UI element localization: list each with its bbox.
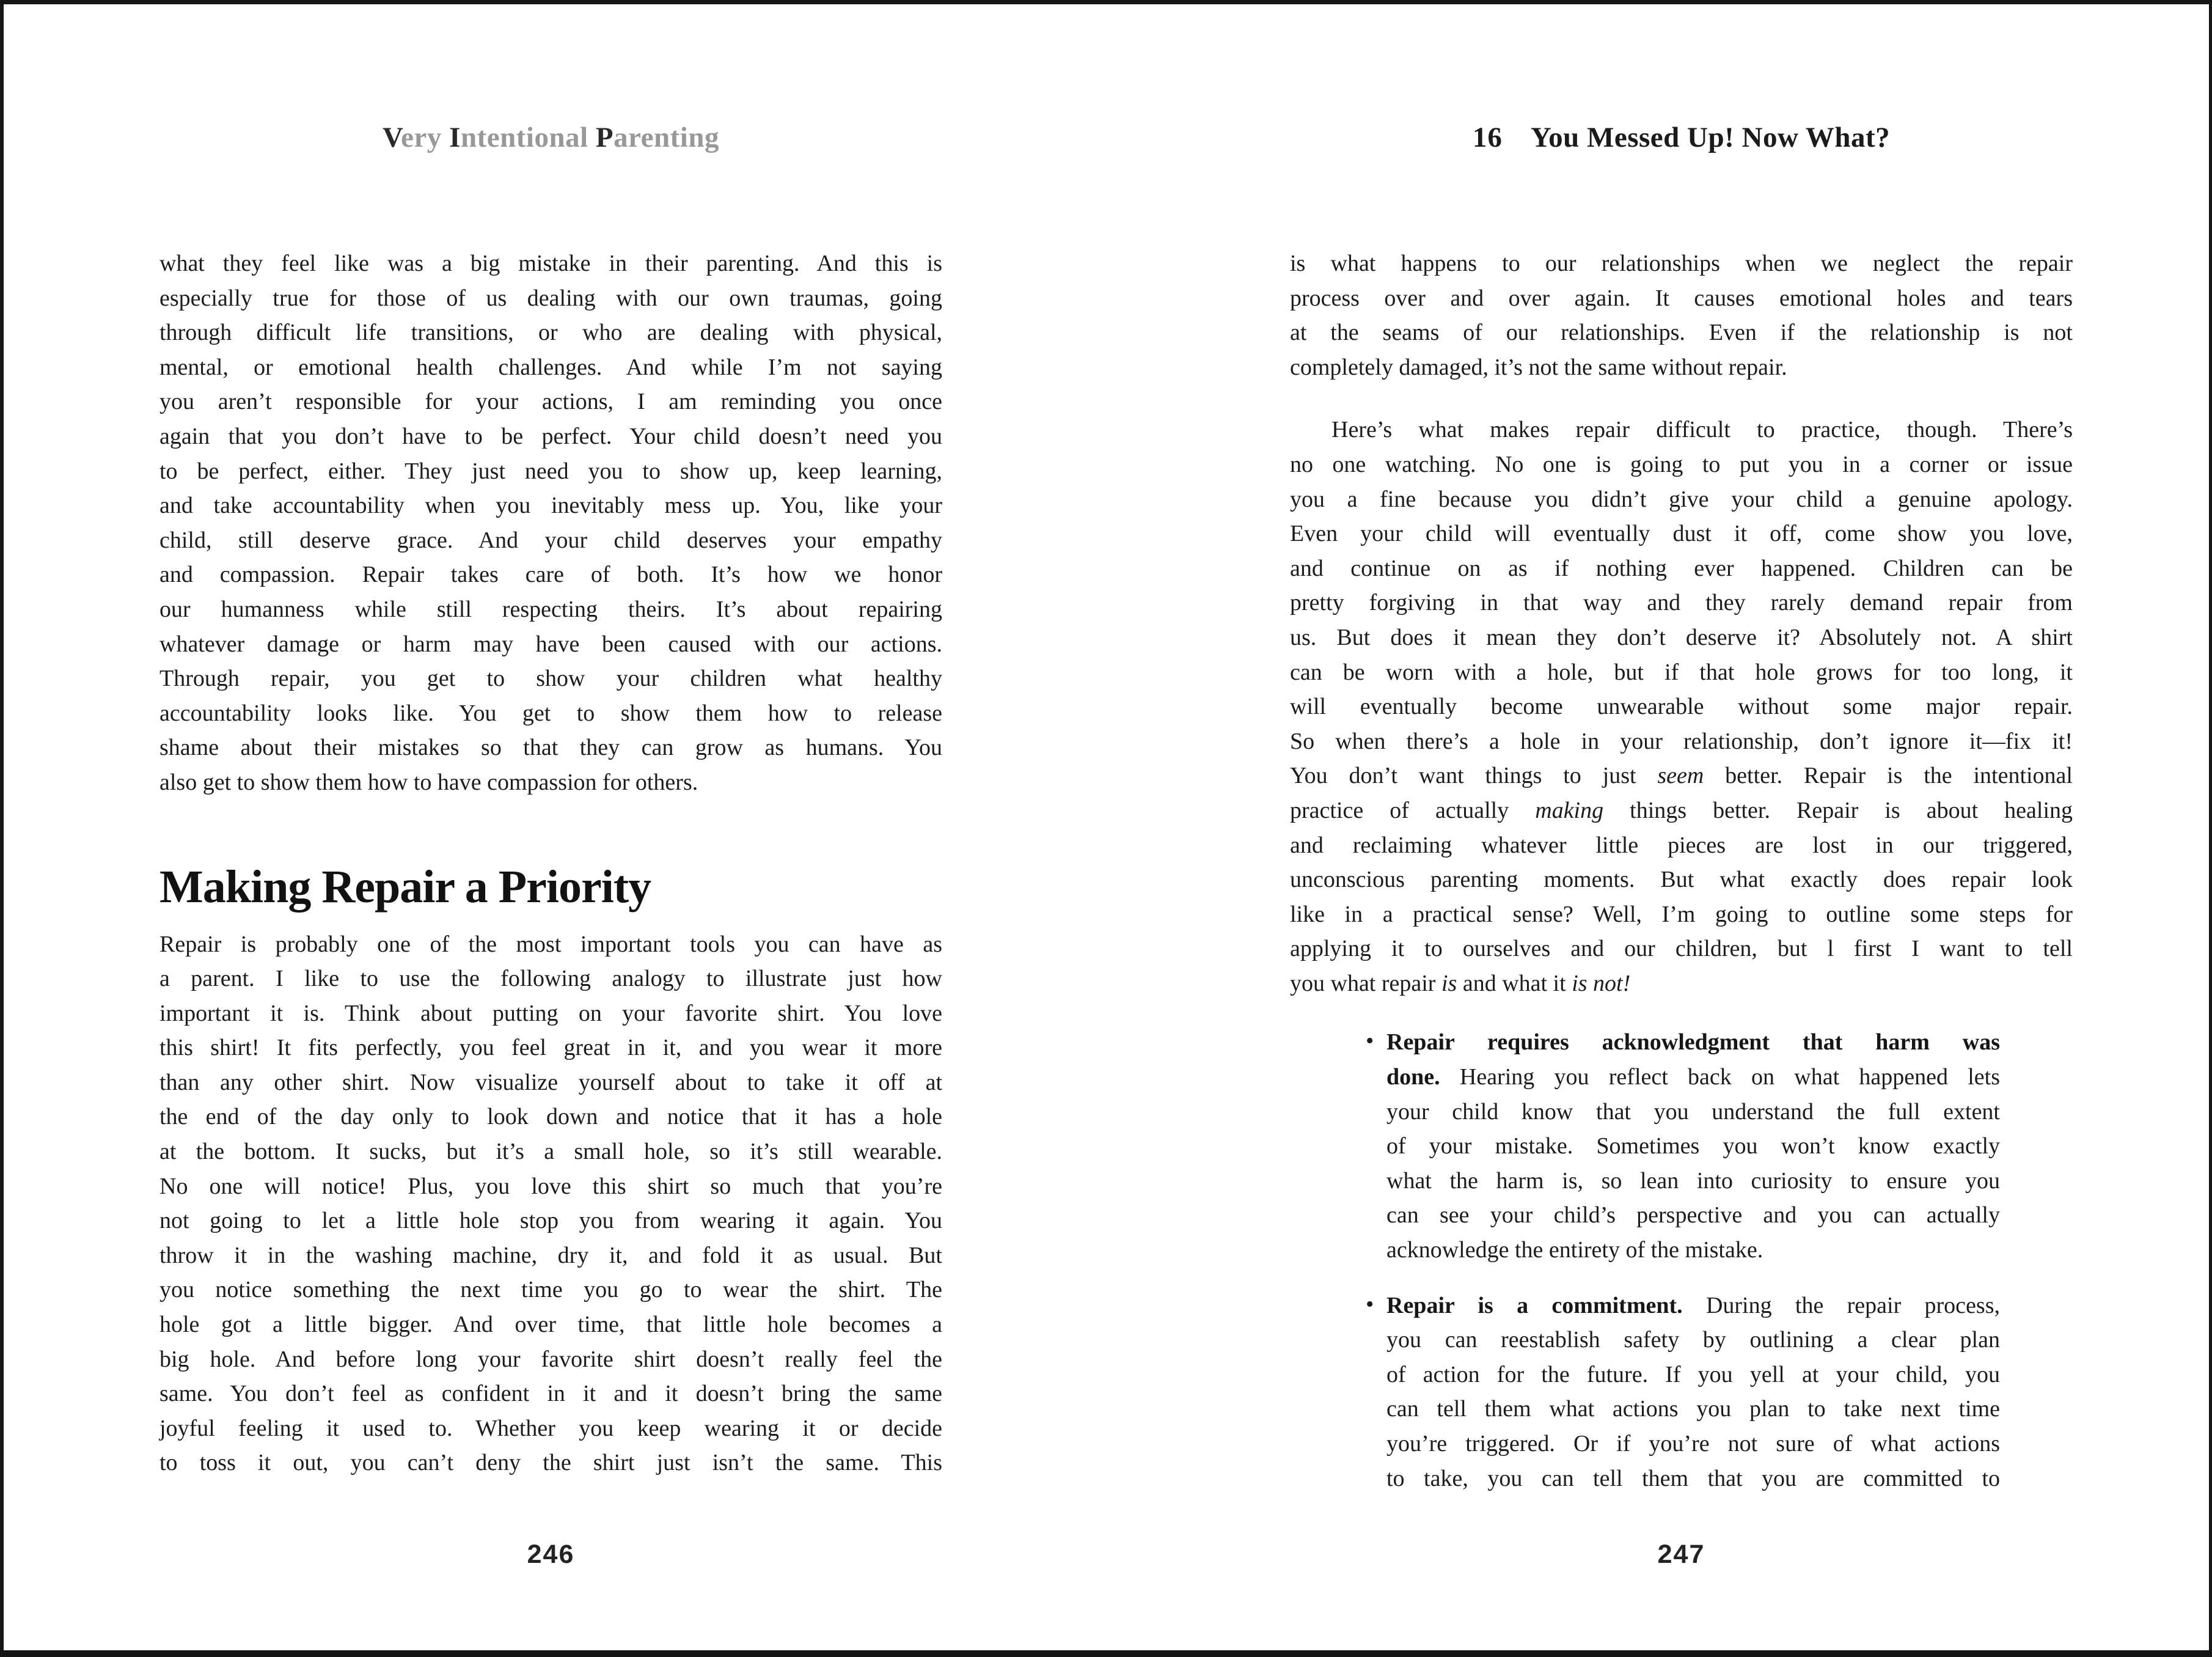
bullet-list [1290, 1025, 2073, 1496]
text-line: will eventually become unwearable without some major repair. [1290, 694, 2073, 720]
text-line: to toss it out, you can’t deny the shirt just isn’t the same. This [159, 1450, 942, 1476]
running-head-chapter-title: 16 You Messed Up! Now What? [1472, 122, 1891, 153]
text-line: acknowledge the entirety of the mistake. [1386, 1237, 1763, 1263]
text-line: whatever damage or harm may have been caused with our actions. [159, 631, 942, 657]
text-line: accountability looks like. You get to show them how to release [159, 700, 942, 726]
text-line: unconscious parenting moments. But what exactly does repair look [1290, 867, 2073, 893]
text-line: You don’t want things to just seem better. Repair is the intentional [1290, 763, 2073, 789]
text-line: a parent. I like to use the following analogy to illustrate just how [159, 966, 942, 992]
paragraph-shirt-analogy [159, 927, 942, 1481]
text-line: at the seams of our relationships. Even if the relationship is not [1290, 320, 2073, 346]
text-line: again that you don’t have to be perfect. Your child doesn’t need you [159, 423, 942, 449]
bullet-text [1386, 1288, 2000, 1496]
text-line: Through repair, you get to show your children what healthy [159, 666, 942, 692]
text-line: especially true for those of us dealing with our own traumas, going [159, 285, 942, 311]
text-line: Here’s what makes repair difficult to practice, though. There’s [1331, 417, 2073, 443]
text-line: you aren’t responsible for your actions, I am reminding you once [159, 389, 942, 415]
text-line: this shirt! It fits perfectly, you feel great in it, and you wear it more [159, 1035, 942, 1061]
text-line: you a fine because you didn’t give your child a genuine apology. [1290, 486, 2073, 512]
text-line: you can reestablish safety by outlining a clear plan [1386, 1327, 2000, 1353]
page-number-right: 247 [1657, 1540, 1705, 1569]
text-line: also get to show them how to have compassion for others. [159, 769, 698, 795]
text-line: applying it to ourselves and our children, but l first I want to tell [1290, 936, 2073, 962]
paragraph-repair-difficult [1290, 413, 2073, 1001]
text-line: hole got a little bigger. And over time, that little hole becomes a [159, 1312, 942, 1338]
left-page-text-column [159, 246, 942, 1480]
text-line: can see your child’s perspective and you can actually [1386, 1202, 2000, 1229]
text-line: No one will notice! Plus, you love this shirt so much that you’re [159, 1173, 942, 1199]
bullet-text [1386, 1025, 2000, 1267]
text-line: through difficult life transitions, or who are dealing with physical, [159, 320, 942, 346]
text-line: child, still deserve grace. And your child deserves your empathy [159, 527, 942, 553]
text-line: So when there’s a hole in your relationship, don’t ignore it—fix it! [1290, 728, 2073, 754]
text-line: Repair requires acknowledgment that harm was [1386, 1029, 2000, 1056]
text-line: Repair is a commitment. During the repair process, [1386, 1292, 2000, 1318]
text-line: Even your child will eventually dust it off, come show you love, [1290, 521, 2073, 547]
text-line: mental, or emotional health challenges. And while I’m not saying [159, 354, 942, 380]
text-line: what they feel like was a big mistake in their parenting. And this is [159, 251, 942, 276]
text-line: is what happens to our relationships when we neglect the repair [1290, 251, 2073, 276]
text-line: can be worn with a hole, but if that hole grows for too long, it [1290, 659, 2073, 685]
text-line: pretty forgiving in that way and they rarely demand repair from [1290, 590, 2073, 616]
text-line: Repair is probably one of the most important tools you can have as [159, 931, 942, 957]
paragraph-continuation [159, 246, 942, 800]
running-head-book-title: Very Intentional Parenting [383, 122, 719, 153]
text-line: joyful feeling it used to. Whether you keep wearing it or decide [159, 1415, 942, 1441]
text-line: can tell them what actions you plan to take next time [1386, 1396, 2000, 1422]
text-line: like in a practical sense? Well, I’m going to outline some steps for [1290, 901, 2073, 927]
text-line: of your mistake. Sometimes you won’t know exactly [1386, 1133, 2000, 1159]
text-line: and compassion. Repair takes care of both. It’s how we honor [159, 562, 942, 588]
text-line: you what repair is and what it is not! [1290, 970, 1631, 996]
text-line: our humanness while still respecting theirs. It’s about repairing [159, 596, 942, 622]
text-line: you notice something the next time you go to wear the shirt. The [159, 1277, 942, 1303]
text-line: same. You don’t feel as confident in it and it doesn’t bring the same [159, 1381, 942, 1407]
text-line: us. But does it mean they don’t deserve it? Absolutely not. A shirt [1290, 624, 2073, 650]
text-line: what the harm is, so lean into curiosity to ensure you [1386, 1167, 2000, 1194]
text-line: completely damaged, it’s not the same without repair. [1290, 354, 1787, 380]
text-line: big hole. And before long your favorite shirt doesn’t really feel the [159, 1346, 942, 1372]
text-line: important it is. Think about putting on your favorite shirt. You love [159, 1000, 942, 1026]
text-line: the end of the day only to look down and notice that it has a hole [159, 1104, 942, 1130]
text-line: done. Hearing you reflect back on what happened lets [1386, 1064, 2000, 1090]
text-line: to take, you can tell them that you are committed to [1386, 1465, 2000, 1491]
right-page-text-column [1290, 246, 2073, 1496]
bullet-item-acknowledgment [1366, 1025, 2000, 1267]
text-line: throw it in the washing machine, dry it, and fold it as usual. But [159, 1242, 942, 1268]
paragraph-continuation [1290, 246, 2073, 384]
text-line: your child know that you understand the full extent [1386, 1098, 2000, 1125]
text-line: of action for the future. If you yell at your child, you [1386, 1361, 2000, 1387]
text-line: practice of actually making things better. Repair is about healing [1290, 797, 2073, 823]
section-heading: Making Repair a Priority [159, 861, 651, 913]
text-line: and reclaiming whatever little pieces are lost in our triggered, [1290, 832, 2073, 858]
page-number-left: 246 [527, 1540, 575, 1569]
bullet-icon: • [1366, 1291, 1374, 1317]
text-line: to be perfect, either. They just need you to show up, keep learning, [159, 458, 942, 484]
bullet-item-commitment [1366, 1288, 2000, 1496]
text-line: at the bottom. It sucks, but it’s a small hole, so it’s still wearable. [159, 1139, 942, 1165]
text-line: you’re triggered. Or if you’re not sure of what actions [1386, 1431, 2000, 1457]
bullet-icon: • [1366, 1028, 1374, 1054]
text-line: no one watching. No one is going to put you in a corner or issue [1290, 451, 2073, 477]
text-line: and continue on as if nothing ever happened. Children can be [1290, 555, 2073, 581]
text-line: and take accountability when you inevitably mess up. You, like your [159, 493, 942, 519]
text-line: than any other shirt. Now visualize yourself about to take it off at [159, 1069, 942, 1095]
text-line: shame about their mistakes so that they can grow as humans. You [159, 735, 942, 761]
text-line: not going to let a little hole stop you from wearing it again. You [159, 1208, 942, 1234]
text-line: process over and over again. It causes emotional holes and tears [1290, 285, 2073, 311]
